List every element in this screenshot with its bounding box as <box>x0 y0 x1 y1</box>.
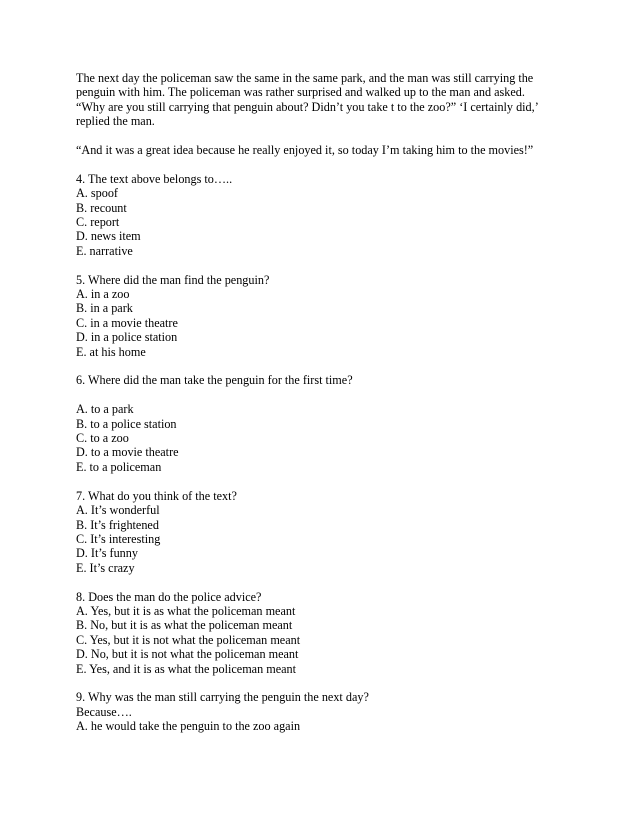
passage-line: penguin with him. The policeman was rather surprised and walked up to the man and asked. <box>76 85 525 100</box>
answer-option: C. to a zoo <box>76 431 129 446</box>
question-8 <box>76 590 576 676</box>
answer-option: B. to a police station <box>76 416 177 431</box>
question-6 <box>76 373 576 474</box>
answer-option: E. It’s crazy <box>76 560 135 575</box>
answer-option: D. to a movie theatre <box>76 445 179 460</box>
answer-option: C. report <box>76 215 120 230</box>
answer-option: A. Yes, but it is as what the policeman meant <box>76 603 296 618</box>
answer-option: B. It’s frightened <box>76 517 159 532</box>
answer-option: C. It’s interesting <box>76 531 161 546</box>
question-text: 7. What do you think of the text? <box>76 488 237 503</box>
answer-option: D. No, but it is not what the policeman meant <box>76 647 299 662</box>
question-text: 9. Why was the man still carrying the penguin the next day? <box>76 690 369 705</box>
answer-option: D. news item <box>76 229 141 244</box>
answer-option: A. It’s wonderful <box>76 503 160 518</box>
answer-option: C. Yes, but it is not what the policeman meant <box>76 632 301 647</box>
question-text: 6. Where did the man take the penguin for the first time? <box>76 373 353 388</box>
answer-option: D. It’s funny <box>76 546 138 561</box>
passage-line: The next day the policeman saw the same in the same park, and the man was still carrying the <box>76 71 534 85</box>
question-4 <box>76 172 576 258</box>
document-page <box>76 71 576 734</box>
question-7 <box>76 489 576 575</box>
answer-option: B. recount <box>76 200 127 215</box>
blank-line <box>76 388 576 402</box>
passage-line: “And it was a great idea because he really enjoyed it, so today I’m taking him to the movies!” <box>76 143 534 158</box>
answer-option: B. No, but it is as what the policeman meant <box>76 618 293 633</box>
question-text: 5. Where did the man find the penguin? <box>76 272 270 287</box>
question-text: 4. The text above belongs to….. <box>76 171 233 186</box>
passage-line: replied the man. <box>76 114 155 129</box>
answer-option: E. to a policeman <box>76 459 162 474</box>
passage-paragraph-1 <box>76 71 576 129</box>
passage-paragraph-2 <box>76 143 576 157</box>
answer-option: B. in a park <box>76 301 133 316</box>
question-5 <box>76 273 576 359</box>
passage-line: “Why are you still carrying that penguin about? Didn’t you take t to the zoo?” ‘I certainly did,’ <box>76 99 539 114</box>
answer-option: A. in a zoo <box>76 287 130 302</box>
question-text: 8. Does the man do the police advice? <box>76 589 262 604</box>
answer-option: E. at his home <box>76 344 146 359</box>
answer-option: D. in a police station <box>76 330 178 345</box>
answer-option: A. to a park <box>76 402 134 417</box>
question-9 <box>76 690 576 733</box>
question-subtext: Because…. <box>76 704 132 719</box>
answer-option: A. spoof <box>76 186 118 201</box>
answer-option: E. narrative <box>76 243 133 258</box>
answer-option: E. Yes, and it is as what the policeman meant <box>76 661 297 676</box>
answer-option: C. in a movie theatre <box>76 315 178 330</box>
answer-option: A. he would take the penguin to the zoo again <box>76 719 301 734</box>
